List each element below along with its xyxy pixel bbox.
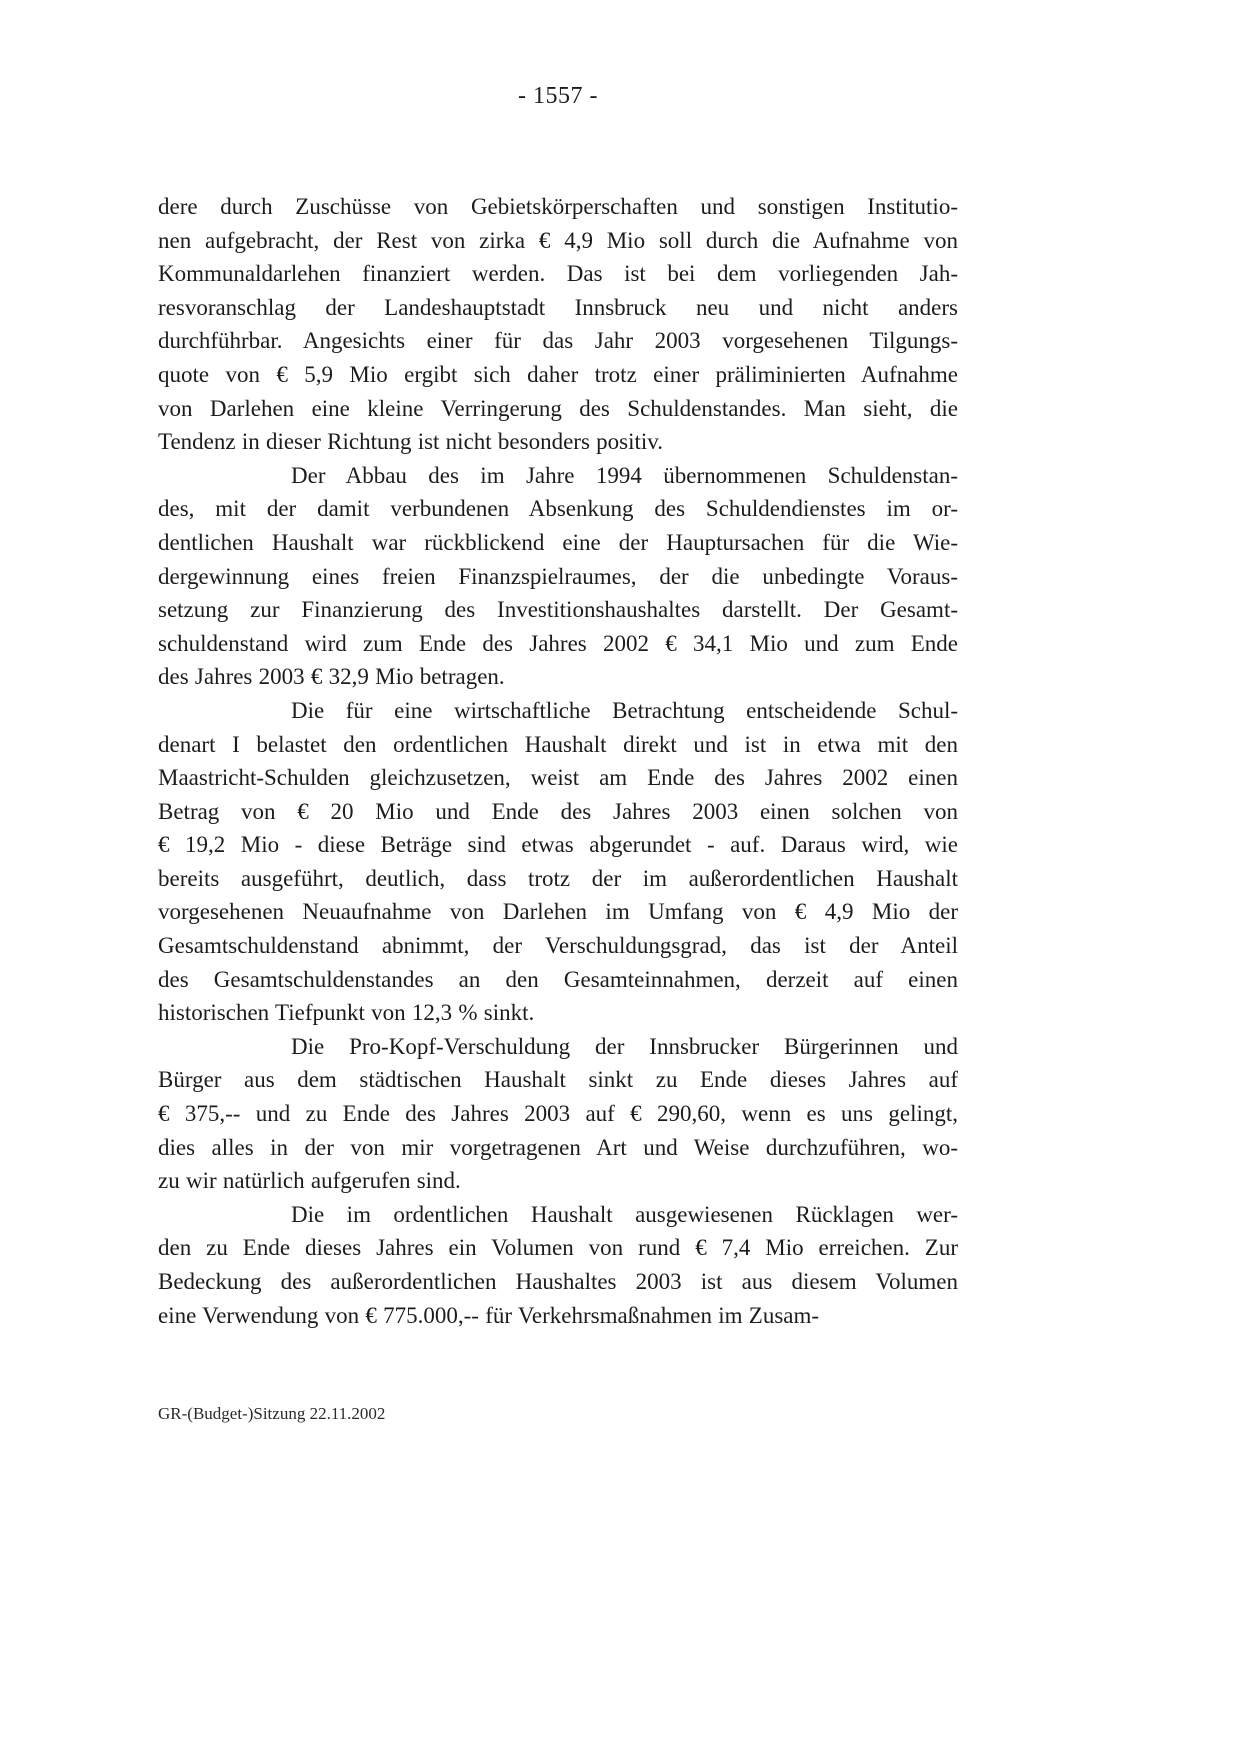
text-line: vorgesehenen Neuaufnahme von Darlehen im Umfang von € 4,9 Mio der [158, 899, 958, 925]
text-line: Der Abbau des im Jahre 1994 übernommenen Schuldenstan- [291, 462, 958, 488]
text-line: quote von € 5,9 Mio ergibt sich daher trotz einer präliminierten Aufnahme [158, 361, 958, 387]
text-line: Betrag von € 20 Mio und Ende des Jahres 2003 einen solchen von [158, 798, 958, 824]
paragraph [158, 459, 958, 694]
text-line: € 375,-- und zu Ende des Jahres 2003 auf € 290,60, wenn es uns gelingt, [158, 1101, 958, 1127]
text-line: Bürger aus dem städtischen Haushalt sinkt zu Ende dieses Jahres auf [158, 1067, 958, 1093]
text-line: dere durch Zuschüsse von Gebietskörperschaften und sonstigen Institutio- [158, 194, 958, 219]
text-line: schuldenstand wird zum Ende des Jahres 2002 € 34,1 Mio und zum Ende [158, 630, 958, 656]
body-text [158, 190, 958, 1332]
footer-session-label: GR-(Budget-)Sitzung 22.11.2002 [158, 1404, 386, 1423]
text-line: durchführbar. Angesichts einer für das Jahr 2003 vorgesehenen Tilgungs- [158, 328, 958, 354]
page-number: - 1557 - [518, 83, 598, 109]
text-line: Gesamtschuldenstand abnimmt, der Verschuldungsgrad, das ist der Anteil [158, 933, 958, 959]
text-line: Die für eine wirtschaftliche Betrachtung entscheidende Schul- [291, 697, 958, 723]
paragraph [158, 694, 958, 1030]
text-line: von Darlehen eine kleine Verringerung des Schuldenstandes. Man sieht, die [158, 395, 958, 421]
text-line: zu wir natürlich aufgerufen sind. [158, 1168, 461, 1194]
text-line: setzung zur Finanzierung des Investitionshaushaltes darstellt. Der Gesamt- [158, 597, 958, 623]
text-line: Tendenz in dieser Richtung ist nicht besonders positiv. [158, 429, 664, 455]
text-line: bereits ausgeführt, deutlich, dass trotz der im außerordentlichen Haushalt [158, 865, 958, 891]
text-line: € 19,2 Mio - diese Beträge sind etwas abgerundet - auf. Daraus wird, wie [158, 832, 958, 858]
text-line: dies alles in der von mir vorgetragenen Art und Weise durchzuführen, wo- [158, 1134, 958, 1160]
text-line: nen aufgebracht, der Rest von zirka € 4,9 Mio soll durch die Aufnahme von [158, 227, 958, 253]
text-line: den zu Ende dieses Jahres ein Volumen von rund € 7,4 Mio erreichen. Zur [158, 1235, 958, 1261]
paragraph [158, 1198, 958, 1332]
text-line: Die Pro-Kopf-Verschuldung der Innsbrucker Bürgerinnen und [291, 1033, 958, 1059]
text-line: des Gesamtschuldenstandes an den Gesamteinnahmen, derzeit auf einen [158, 966, 958, 992]
text-line: Maastricht-Schulden gleichzusetzen, weist am Ende des Jahres 2002 einen [158, 765, 958, 791]
text-line: Bedeckung des außerordentlichen Haushaltes 2003 ist aus diesem Volumen [158, 1269, 958, 1294]
paragraph [158, 1030, 958, 1198]
text-line: resvoranschlag der Landeshauptstadt Innsbruck neu und nicht anders [158, 294, 958, 320]
text-line: des Jahres 2003 € 32,9 Mio betragen. [158, 664, 505, 690]
text-line: Kommunaldarlehen finanziert werden. Das ist bei dem vorliegenden Jah- [158, 261, 958, 287]
paragraph [158, 190, 958, 459]
text-line: dergewinnung eines freien Finanzspielraumes, der die unbedingte Voraus- [158, 563, 958, 589]
text-line: eine Verwendung von € 775.000,-- für Verkehrsmaßnahmen im Zusam- [158, 1302, 820, 1328]
text-line: denart I belastet den ordentlichen Haushalt direkt und ist in etwa mit den [158, 731, 958, 757]
text-line: dentlichen Haushalt war rückblickend eine der Hauptursachen für die Wie- [158, 529, 958, 555]
text-line: historischen Tiefpunkt von 12,3 % sinkt. [158, 1000, 535, 1026]
text-line: des, mit der damit verbundenen Absenkung des Schuldendienstes im or- [158, 496, 958, 522]
text-line: Die im ordentlichen Haushalt ausgewiesenen Rücklagen wer- [291, 1201, 958, 1227]
